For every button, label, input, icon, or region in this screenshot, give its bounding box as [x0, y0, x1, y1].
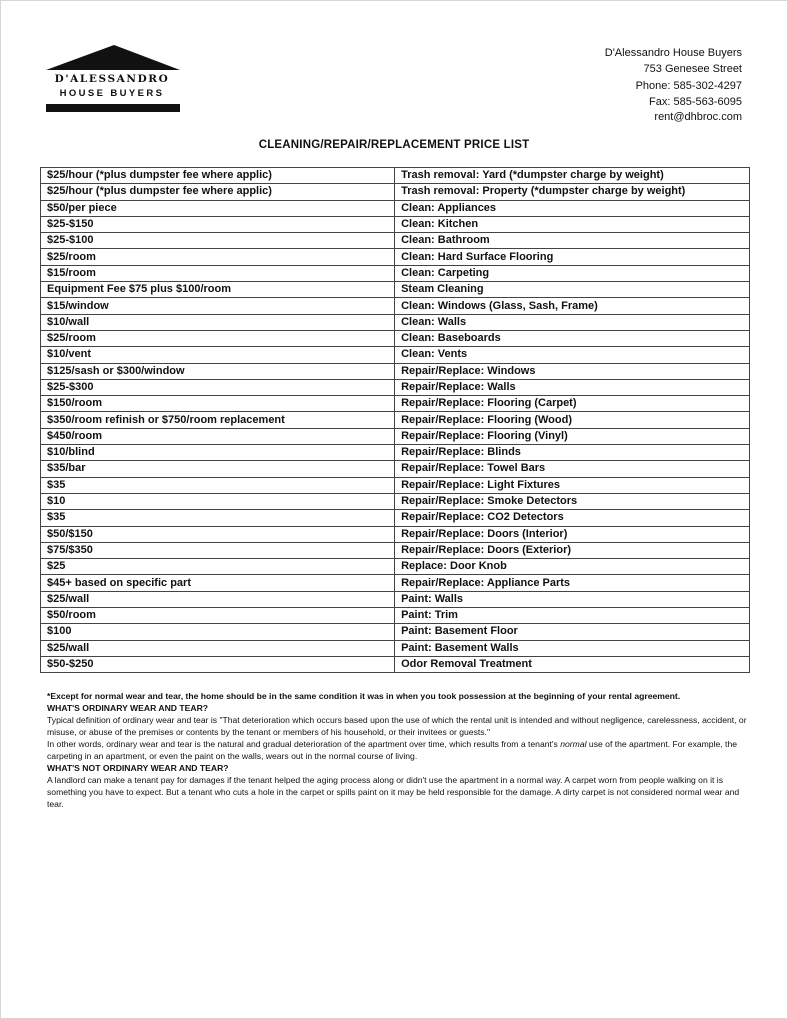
service-cell: Clean: Vents	[395, 347, 750, 363]
table-row	[41, 428, 750, 444]
table-row	[41, 542, 750, 558]
page-title: CLEANING/REPAIR/REPLACEMENT PRICE LIST	[258, 139, 530, 151]
house-roof-icon	[44, 43, 180, 73]
price-cell: $25/hour (*plus dumpster fee where applic)	[41, 184, 395, 200]
price-cell: $50-$250	[41, 656, 395, 672]
service-cell: Odor Removal Treatment	[395, 656, 750, 672]
table-row	[41, 624, 750, 640]
street-address: 753 Genesee Street	[643, 62, 742, 75]
service-cell: Repair/Replace: Appliance Parts	[395, 575, 750, 591]
price-cell: $50/$150	[41, 526, 395, 542]
table-row	[41, 656, 750, 672]
phone-number: Phone: 585-302-4297	[635, 80, 742, 92]
price-cell: $100	[41, 624, 395, 640]
price-cell: $75/$350	[41, 542, 395, 558]
table-row	[41, 282, 750, 298]
price-cell: $15/window	[41, 298, 395, 314]
table-row	[41, 200, 750, 216]
table-row	[41, 640, 750, 656]
logo-tagline: HOUSE BUYERS	[59, 88, 165, 99]
price-cell: $10	[41, 493, 395, 509]
price-table-body	[41, 168, 750, 673]
table-row	[41, 608, 750, 624]
fax-number: Fax: 585-563-6095	[649, 95, 742, 108]
service-cell: Paint: Trim	[395, 608, 750, 624]
price-cell: $25	[41, 559, 395, 575]
table-row	[41, 216, 750, 232]
service-cell: Clean: Windows (Glass, Sash, Frame)	[395, 298, 750, 314]
service-cell: Trash removal: Property (*dumpster charge by weight)	[395, 184, 750, 200]
price-cell: $50/room	[41, 608, 395, 624]
price-cell: $35	[41, 510, 395, 526]
notes-section	[47, 690, 747, 810]
price-cell: $150/room	[41, 396, 395, 412]
ordinary-wear-heading: WHAT'S ORDINARY WEAR AND TEAR?	[47, 703, 209, 713]
table-row	[41, 379, 750, 395]
table-row	[41, 330, 750, 346]
price-cell: $15/room	[41, 265, 395, 281]
service-cell: Repair/Replace: Flooring (Wood)	[395, 412, 750, 428]
email-address: rent@dhbroc.com	[654, 111, 742, 123]
price-cell: $25/room	[41, 249, 395, 265]
service-cell: Clean: Bathroom	[395, 233, 750, 249]
table-row	[41, 265, 750, 281]
service-cell: Repair/Replace: Blinds	[395, 445, 750, 461]
price-cell: $25/wall	[41, 591, 395, 607]
ordinary-wear-explanation	[47, 738, 747, 762]
price-cell: $350/room refinish or $750/room replacement	[41, 412, 395, 428]
price-cell: $10/vent	[41, 347, 395, 363]
table-row	[41, 510, 750, 526]
price-table	[40, 167, 750, 673]
service-cell: Paint: Walls	[395, 591, 750, 607]
table-row	[41, 363, 750, 379]
service-cell: Paint: Basement Floor	[395, 624, 750, 640]
table-row	[41, 412, 750, 428]
table-row	[41, 591, 750, 607]
company-logo	[44, 43, 180, 113]
table-row	[41, 559, 750, 575]
except-note: *Except for normal wear and tear, the home should be in the same condition it was in when you took possession at the beginning of your rental agreement.	[47, 691, 681, 701]
price-cell: $25-$100	[41, 233, 395, 249]
service-cell: Replace: Door Knob	[395, 559, 750, 575]
service-cell: Repair/Replace: Flooring (Carpet)	[395, 396, 750, 412]
service-cell: Paint: Basement Walls	[395, 640, 750, 656]
price-cell: $125/sash or $300/window	[41, 363, 395, 379]
service-cell: Clean: Appliances	[395, 200, 750, 216]
not-ordinary-wear-heading: WHAT'S NOT ORDINARY WEAR AND TEAR?	[47, 763, 229, 773]
logo-underline-bar	[46, 104, 180, 112]
table-row	[41, 298, 750, 314]
price-cell: Equipment Fee $75 plus $100/room	[41, 282, 395, 298]
table-row	[41, 493, 750, 509]
contact-block	[605, 46, 742, 126]
table-row	[41, 445, 750, 461]
table-row	[41, 461, 750, 477]
service-cell: Repair/Replace: Smoke Detectors	[395, 493, 750, 509]
price-cell: $25-$300	[41, 379, 395, 395]
table-row	[41, 575, 750, 591]
service-cell: Repair/Replace: Walls	[395, 379, 750, 395]
price-cell: $45+ based on specific part	[41, 575, 395, 591]
table-row	[41, 249, 750, 265]
table-row	[41, 184, 750, 200]
service-cell: Clean: Kitchen	[395, 216, 750, 232]
service-cell: Repair/Replace: Doors (Interior)	[395, 526, 750, 542]
price-cell: $25-$150	[41, 216, 395, 232]
logo-name: D'ALESSANDRO	[54, 73, 170, 85]
service-cell: Repair/Replace: Doors (Exterior)	[395, 542, 750, 558]
service-cell: Clean: Carpeting	[395, 265, 750, 281]
explanation-text-end: use of the apartment. For example, the carpeting in an apartment, or even the paint on the walls, wears out in the normal course of living.	[47, 739, 738, 761]
service-cell: Trash removal: Yard (*dumpster charge by weight)	[395, 168, 750, 184]
explanation-text-start: In other words, ordinary wear and tear is the natural and gradual deterioration of the apartment over time, which results from a tenant's	[47, 739, 561, 749]
table-row	[41, 396, 750, 412]
table-row	[41, 233, 750, 249]
table-row	[41, 477, 750, 493]
service-cell: Steam Cleaning	[395, 282, 750, 298]
price-cell: $25/wall	[41, 640, 395, 656]
price-cell: $35	[41, 477, 395, 493]
table-row	[41, 347, 750, 363]
price-cell: $25/room	[41, 330, 395, 346]
price-cell: $450/room	[41, 428, 395, 444]
table-row	[41, 526, 750, 542]
service-cell: Repair/Replace: CO2 Detectors	[395, 510, 750, 526]
service-cell: Clean: Baseboards	[395, 330, 750, 346]
company-name: D'Alessandro House Buyers	[604, 47, 742, 59]
ordinary-wear-definition: Typical definition of ordinary wear and tear is "That deterioration which occurs based upon the use of which the rental unit is intended and without negligence, carelessness, accident, or misuse, or abuse of the premises or contents by the tenant or members of his household, or their invitees or guests."	[47, 715, 747, 737]
table-row	[41, 168, 750, 184]
price-cell: $50/per piece	[41, 200, 395, 216]
price-cell: $35/bar	[41, 461, 395, 477]
service-cell: Clean: Hard Surface Flooring	[395, 249, 750, 265]
service-cell: Repair/Replace: Light Fixtures	[395, 477, 750, 493]
price-cell: $25/hour (*plus dumpster fee where applic)	[41, 168, 395, 184]
service-cell: Repair/Replace: Windows	[395, 363, 750, 379]
price-cell: $10/wall	[41, 314, 395, 330]
table-row	[41, 314, 750, 330]
service-cell: Repair/Replace: Flooring (Vinyl)	[395, 428, 750, 444]
explanation-emphasis: normal	[560, 739, 587, 749]
not-ordinary-wear-explanation: A landlord can make a tenant pay for damages if the tenant helped the aging process along or didn't use the apartment in a normal way. A carpet worn from people walking on it is something you have to expect. But a tenant who cuts a hole in the carpet or spills paint on it may be held responsible for the damage. A dirty carpet is not considered normal wear and tear.	[47, 775, 740, 809]
price-cell: $10/blind	[41, 445, 395, 461]
service-cell: Repair/Replace: Towel Bars	[395, 461, 750, 477]
service-cell: Clean: Walls	[395, 314, 750, 330]
